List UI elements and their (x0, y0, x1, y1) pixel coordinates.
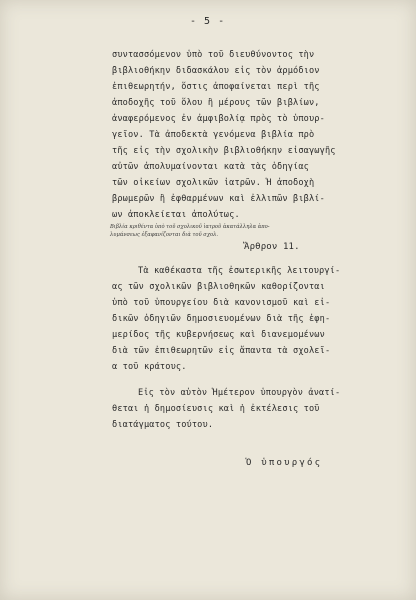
body-line: α τοῦ κράτους. (112, 362, 187, 372)
page-number: - 5 - (190, 16, 226, 27)
article-heading: Ἄρθρον 11. (244, 242, 300, 252)
body-line: διὰ τῶν ἐπιθεωρητῶν εἰς ἅπαντα τὰ σχολεῖ- (112, 346, 331, 356)
body-line: γεῖον. Τὰ ἀποδεκτὰ γενόμενα βιβλία πρὸ (112, 130, 315, 140)
body-line: διατάγματος τούτου. (112, 420, 214, 430)
body-line: ων ἀποκλείεται ἀπολύτως. (112, 210, 240, 220)
body-line: ὑπὸ τοῦ ὑπουργείου διὰ κανονισμοῦ καὶ εἰ- (112, 298, 331, 308)
body-line: τῆς εἰς τὴν σχολικὴν βιβλιοθήκην εἰσαγωγῆς (112, 146, 336, 156)
handwritten-note-line: Βιβλία κριθέντα ὑπὸ τοῦ σχολικοῦ ἰατροῦ ἀκατάλληλα ἀπο- (110, 224, 270, 230)
body-line: ἀποδοχῆς τοῦ ὅλου ἢ μέρους τῶν βιβλίων, (112, 98, 320, 108)
body-line: τῶν οἰκείων σχολικῶν ἰατρῶν. Ἡ ἀποδοχὴ (112, 178, 315, 188)
body-line: αὐτῶν ἀπολυμαίνονται κατὰ τὰς ὁδηγίας (112, 162, 309, 172)
body-line: βρωμερῶν ἢ ἐφθαρμένων καὶ ἐλλιπῶν βιβλί- (112, 194, 325, 204)
body-line: θεται ἡ δημοσίευσις καὶ ἡ ἐκτέλεσις τοῦ (112, 404, 320, 414)
body-line: ας τῶν σχολικῶν βιβλιοθηκῶν καθορίζονται (112, 282, 325, 292)
body-line: δικῶν ὁδηγιῶν δημοσιευομένων διὰ τῆς ἐφη- (112, 314, 331, 324)
body-line: ἀναφερόμενος ἐν ἀμφιβολίᾳ πρὸς τὸ ὑπουρ- (112, 114, 325, 124)
body-line: συντασσόμενον ὑπὸ τοῦ διευθύνοντος τὴν (112, 50, 315, 60)
body-line: βιβλιοθήκην διδασκάλου εἰς τὸν ἁρμόδιον (112, 66, 320, 76)
body-line: μερίδος τῆς κυβερνήσεως καὶ διανεμομένων (112, 330, 325, 340)
body-line: Τὰ καθέκαστα τῆς ἐσωτερικῆς λειτουργί- (138, 266, 341, 276)
body-line: Εἰς τὸν αὐτὸν Ἡμέτερον ὑπουργὸν ἀνατί- (138, 388, 341, 398)
body-line: ἐπιθεωρητήν, ὅστις ἀποφαίνεται περὶ τῆς (112, 82, 320, 92)
handwritten-note-line: λυμάνσεως ἐξαφανίζονται διὰ τοῦ σχολ. (110, 232, 219, 238)
signature-line: Ὁ ὑπουργός (246, 458, 323, 468)
